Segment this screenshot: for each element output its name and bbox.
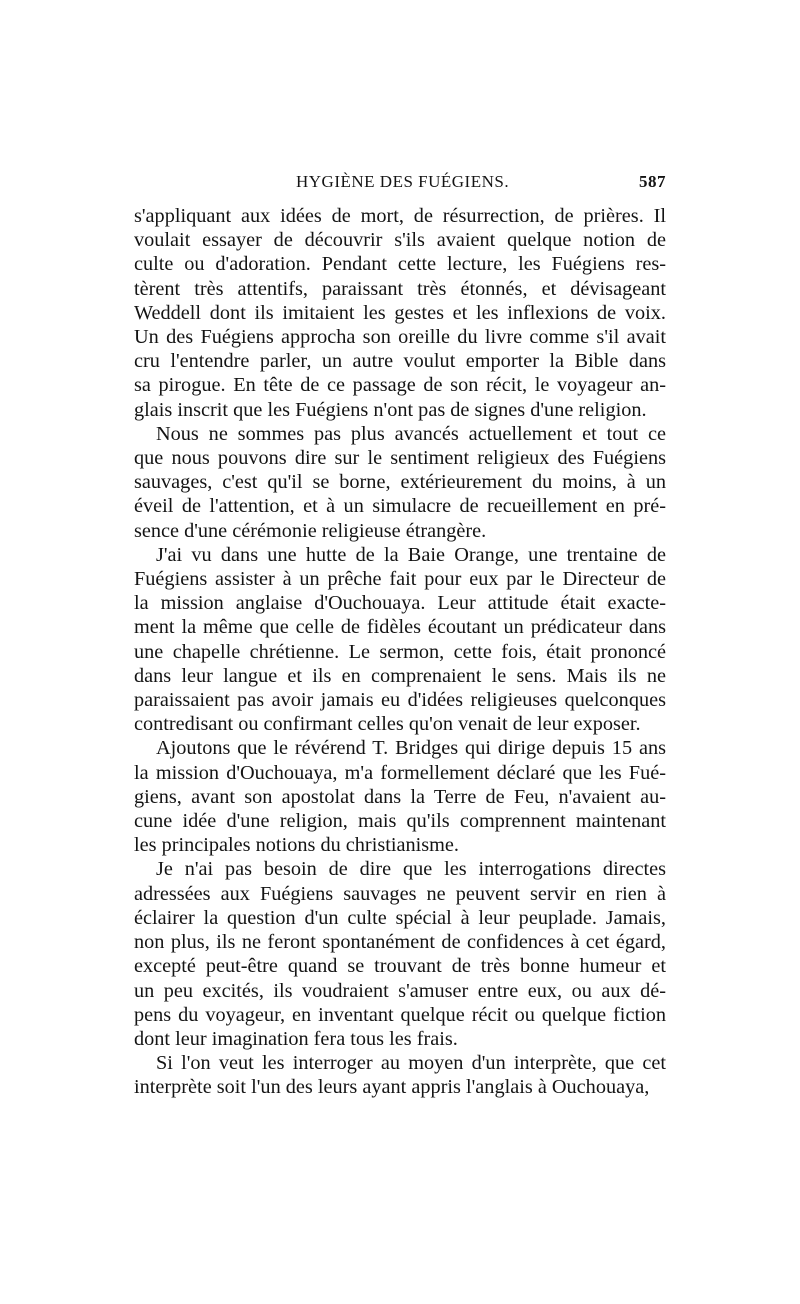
text-line: voulait essayer de découvrir s'ils avaient quelque notion de — [134, 229, 666, 252]
paragraph — [134, 736, 666, 857]
paragraph — [134, 204, 666, 422]
text-line: la mission anglaise d'Ouchouaya. Leur attitude était exacte- — [134, 592, 666, 615]
text-line: Si l'on veut les interroger au moyen d'un interprète, que cet — [156, 1052, 666, 1075]
paragraph — [134, 1051, 666, 1099]
text-line: contredisant ou confirmant celles qu'on venait de leur exposer. — [134, 713, 641, 736]
text-line: cru l'entendre parler, un autre voulut emporter la Bible dans — [134, 350, 666, 373]
paragraph — [134, 543, 666, 737]
text-line: Nous ne sommes pas plus avancés actuellement et tout ce — [156, 422, 666, 445]
text-line: dont leur imagination fera tous les frais. — [134, 1027, 458, 1050]
text-line: éveil de l'attention, et à un simulacre de recueillement en pré- — [134, 495, 666, 518]
text-line: paraissaient pas avoir jamais eu d'idées religieuses quelconques — [134, 689, 666, 712]
text-line: excepté peut-être quand se trouvant de très bonne humeur et — [134, 955, 666, 978]
text-line: J'ai vu dans une hutte de la Baie Orange, une trentaine de — [156, 543, 666, 566]
text-line: culte ou d'adoration. Pendant cette lecture, les Fuégiens res- — [134, 253, 666, 276]
text-line: sa pirogue. En tête de ce passage de son récit, le voyageur an- — [134, 374, 666, 397]
body-text — [134, 204, 666, 1100]
text-line: adressées aux Fuégiens sauvages ne peuvent servir en rien à — [134, 882, 666, 905]
text-line: tèrent très attentifs, paraissant très étonnés, et dévisageant — [134, 277, 666, 300]
text-line: Fuégiens assister à un prêche fait pour eux par le Directeur de — [134, 568, 666, 591]
text-line: une chapelle chrétienne. Le sermon, cette fois, était prononcé — [134, 640, 666, 663]
text-line: sauvages, c'est qu'il se borne, extérieurement du moins, à un — [134, 471, 666, 494]
text-line: s'appliquant aux idées de mort, de résurrection, de prières. Il — [134, 205, 666, 227]
text-line: sence d'une cérémonie religieuse étrangère. — [134, 519, 487, 542]
running-title: HYGIÈNE DES FUÉGIENS. — [296, 172, 510, 191]
text-line: Un des Fuégiens approcha son oreille du livre comme s'il avait — [134, 326, 666, 349]
text-line: les principales notions du christianisme. — [134, 834, 460, 857]
text-line: dans leur langue et ils en comprenaient le sens. Mais ils ne — [134, 664, 666, 687]
text-line: la mission d'Ouchouaya, m'a formellement déclaré que les Fué- — [134, 761, 666, 784]
text-line: Ajoutons que le révérend T. Bridges qui dirige depuis 15 ans — [156, 737, 666, 760]
text-line: ment la même que celle de fidèles écoutant un prédicateur dans — [134, 616, 666, 639]
paragraph — [134, 422, 666, 543]
text-line: éclairer la question d'un culte spécial à leur peuplade. Jamais, — [134, 906, 666, 929]
text-line: Weddell dont ils imitaient les gestes et les inflexions de voix. — [134, 301, 666, 324]
text-line: un peu excités, ils voudraient s'amuser entre eux, ou aux dé- — [134, 979, 666, 1002]
text-line: giens, avant son apostolat dans la Terre de Feu, n'avaient au- — [134, 785, 666, 808]
book-page — [134, 172, 666, 1100]
paragraph — [134, 857, 666, 1051]
text-line: non plus, ils ne feront spontanément de confidences à cet égard, — [134, 931, 666, 954]
running-header — [134, 172, 666, 204]
text-line: pens du voyageur, en inventant quelque récit ou quelque fiction — [134, 1003, 666, 1026]
text-line: glais inscrit que les Fuégiens n'ont pas de signes d'une religion. — [134, 398, 647, 421]
text-line: Je n'ai pas besoin de dire que les interrogations directes — [156, 858, 666, 881]
text-line: que nous pouvons dire sur le sentiment religieux des Fuégiens — [134, 447, 666, 470]
page-number: 587 — [639, 172, 666, 191]
text-line: cune idée d'une religion, mais qu'ils comprennent maintenant — [134, 810, 666, 833]
text-line: interprète soit l'un des leurs ayant appris l'anglais à Ouchouaya, — [134, 1076, 650, 1099]
